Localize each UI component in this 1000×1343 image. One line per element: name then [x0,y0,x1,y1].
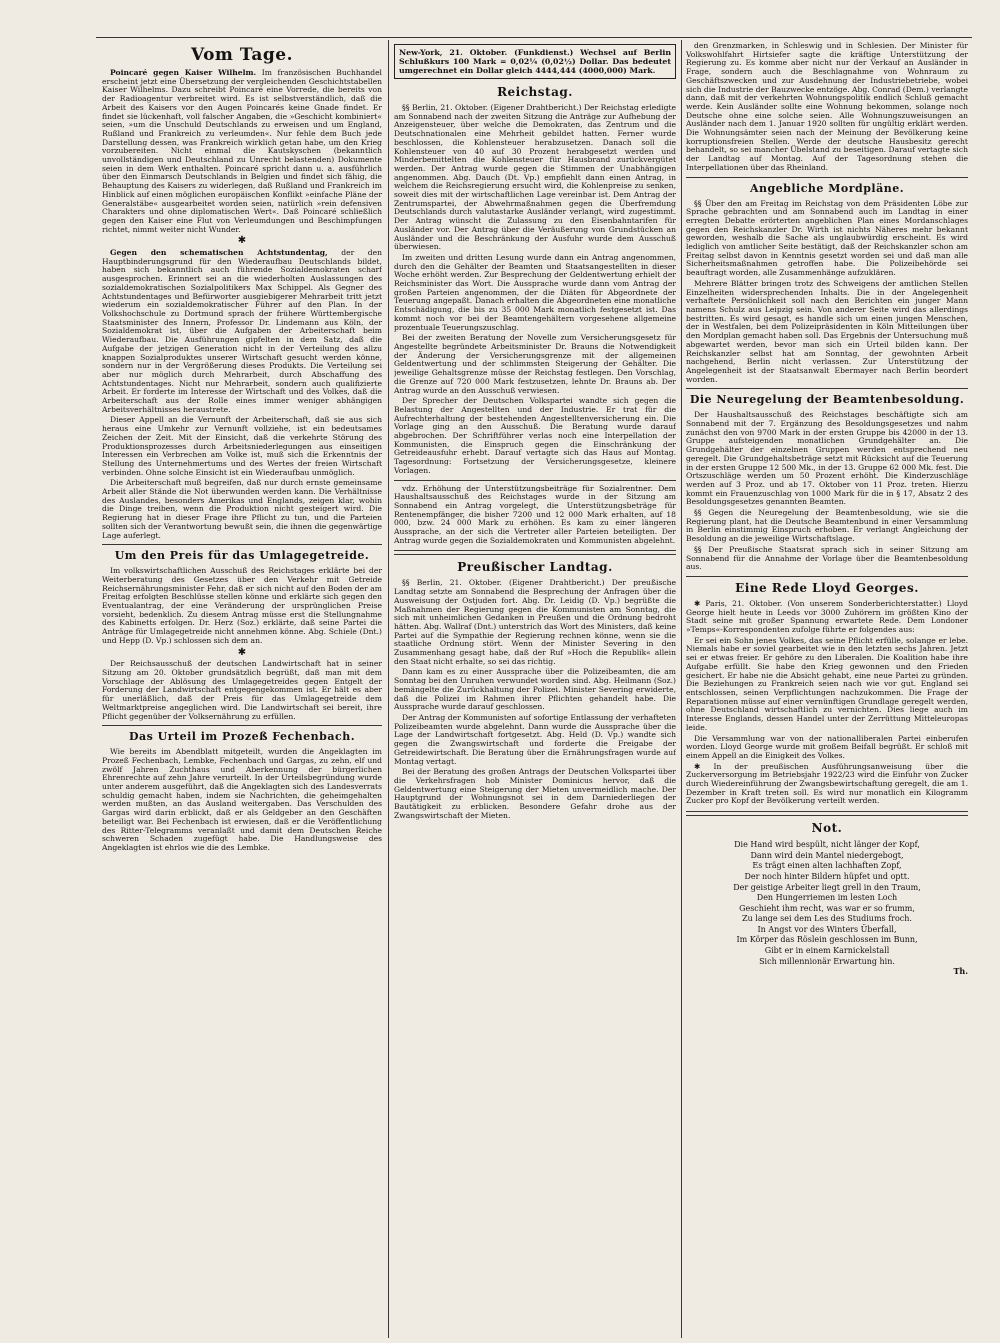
article-landwirtschaft: Der Reichsausschuß der deutschen Landwirtschaft hat in seiner Sitzung am 20. Oktober grundsätzlich begrüßt, daß man mit dem Vorschlage der Ablösung des Umlagegetreides gegen Entgelt der Forderung der Landwirtschaft entgegengekommen ist. Er hält es aber für unerläßlich, daß der Preis für das Umlagegetreide dem Weltmarktpreise angeglichen wird. Die Landwirtschaft sei bereit, ihre Pflicht gegenüber der Volksernährung zu erfüllen. [102,659,382,721]
article-lead: Gegen den schematischen Achtstundentag, [110,248,328,258]
poem [686,840,968,967]
article-paragraph: Die Versammlung war von der nationalliberalen Partei einberufen worden. Lloyd George wurde mit großem Beifall begrüßt. Er schloß mit einem Appell an die Einigkeit des Volkes. [686,733,968,760]
poem-line: Gibt er in einem Karnickelstall [764,946,890,956]
poem-line: Zu lange sei dem Les des Studiums froch. [742,914,912,924]
article-paragraph: Der Antrag der Kommunisten auf sofortige Entlassung der verhafteten Polizeibeamten wurde abgelehnt. Dann wurde die Aussprache über die Lage der Landwirtschaft fortgesetzt. Abg. Held (D. Vp.) wandte sich gegen die Zwangswirtschaft und forderte die Freigabe der Getreidewirtschaft. Die Beratung über die Ernährungsfragen wurde auf Montag vertagt. [394,713,676,766]
poem-line: Dann wird dein Mantel niedergebogt, [750,850,904,860]
article-paragraph: Dieser Appell an die Vernunft der Arbeiterschaft, daß sie aus sich heraus eine Umkehr zur Vernunft vollziehe, ist ein bedeutsames Zeichen der Zeit. Mit der Einsicht, daß die verkehrte Störung des Produktionsprozesses durch Arbeitsniederlegungen aus einseitigen Interessen ein Verbrechen am Volke ist, muß sich die Erkenntnis der Stellung des Unternehmertums und des Wertes der freien Wirtschaft verbinden. Ohne solche Einsicht ist ein Wiederaufbau unmöglich. [102,415,382,477]
article-paragraph: Der Sprecher der Deutschen Volkspartei wandte sich gegen die Belastung der Angestellten und der Industrie. Er trat für die Aufrechterhaltung der bestehenden Angestelltenversicherung ein. Die Vorlage ging an den Ausschuß. Die Beratung wurde darauf abgebrochen. Der Schriftführer verlas noch eine Interpellation der Kommunisten, die Einspruch gegen die Einschränkung der Getreideausfuhr erhebt. Darauf vertagte sich das Haus auf Montag. Tagesordnung: Fortsetzung der Versicherungsgesetze, kleinere Vorlagen. [394,396,676,475]
article-paragraph: §§ Berlin, 21. Oktober. (Eigener Drahtbericht.) Der preußische Landtag setzte am Sonnabend die Besprechung der Anfragen über die Ausweisung der Ostjuden fort. Abg. Dr. Leidig (D. Vp.) begrüßte die Maßnahmen der Regierung gegen die Kommunisten am Sonntag, die sich mit unheimlichen Gedanken in Preußen und die Ordnung bedroht hätten. Abg. Wallraf (Dnt.) unterstrich das Wort des Ministers, daß keine Partei auf die Sympathie der Regierung rechnen könne, wenn sie die staatliche Ordnung stört. Wenn der Minister Severing in den Zusammenhang gesagt habe, daß der Ruf »Hoch die Republik« allein den Staat nicht erhalte, so sei das richtig. [394,578,676,666]
article-paragraph: Bei der Beratung des großen Antrags der Deutschen Volkspartei über die Verkehrsfragen hob Minister Dominicus hervor, daß die Geldentwertung eine Steigerung der Mieten unvermeidlich mache. Der Hauptgrund der Wohnungsnot sei in dem Darniederliegen der Bautätigkeit zu erblicken. Besondere Gefahr drohe aus der Zwangswirtschaft der Mieten. [394,767,676,820]
heading-reichstag: Reichstag. [497,85,573,99]
column-rule [681,40,682,1338]
separator [686,576,968,577]
article-paragraph: ✱ Paris, 21. Oktober. (Von unserem Sonderberichterstatter.) Lloyd George hielt heute in Leeds vor 3000 Zuhörern im größten Kino der Stadt seine mit großer Spannung erwartete Rede. Dem Londoner »Temps«-Korrespondenten zufolge führte er folgendes aus: [686,598,968,635]
column-2 [394,42,676,1332]
column-3 [686,42,968,1332]
heading-umlagegetreide: Um den Preis für das Umlagegetreide. [114,549,370,563]
article-paragraph: Er sei ein Sohn jenes Volkes, das seine Pflicht erfülle, solange er lebe. Niemals habe er soviel gearbeitet wie in den letzten sechs Jahren. Jetzt sei er etwas freier. Er gehöre zu den Liberalen. Die Koalition habe ihre Aufgabe erfüllt. Sie habe den Krieg gewonnen und den Frieden gesichert. Er habe nie die Absicht gehabt, eine neue Partei zu gründen. Die Beziehungen zu Frankreich seien nach wie vor gut. England sei entschlossen, seinen Verpflichtungen nachzukommen. Die Frage der Reparationen müsse auf einer vernünftigen Grundlage geregelt werden, ohne Deutschland wirtschaftlich zu vernichten. Dies liege auch im Interesse Englands, dessen Handel unter der Zerrüttung Mitteleuropas leide. [686,635,968,732]
heading-beamtenbesoldung: Die Neuregelung der Beamtenbesoldung. [689,393,965,407]
article-lead: Poincaré gegen Kaiser Wilhelm. [110,68,257,77]
article-paragraph: §§ Gegen die Neuregelung der Beamtenbesoldung, wie sie die Regierung plant, hat die Deutsche Beamtenbund in einer Versammlung in Berlin einstimmig Einspruch erhoben. Er verlangt Angleichung der Besoldung an die jeweilige Wirtschaftslage. [686,508,968,544]
article-umlagegetreide: Im volkswirtschaftlichen Ausschuß des Reichstages erklärte bei der Weiterberatung des Gesetzes über den Verkehr mit Getreide Reichsernährungsminister Fehr, daß er sich nicht auf den Boden der am Freitag erfolgten Beschlüsse stellen könne und erklärte sich gegen den Eventualantrag, der eine Veränderung der ursprünglichen Preise vorsieht, bedenklich. Zu diesem Antrag müsse erst die Stellungnahme des Kabinetts erfolgen. Dr. Herz (Soz.) erklärte, daß seine Partei die Anträge für Umlagegetreide nicht annehmen könne. Abg. Schiele (Dnt.) und Hepp (D. Vp.) schlossen sich dem an. [102,566,382,645]
double-separator [686,811,968,816]
poem-line: Sich millennionär Erwartung hin. [759,956,895,966]
article-paragraph: §§ Berlin, 21. Oktober. (Eigener Drahtbericht.) Der Reichstag erledigte am Sonnabend nach der zweiten Sitzung die Anträge zur Aufhebung der Anzeigensteuer, über welche die Demokraten, das Zentrum und die Deutschnationalen eine Mehrheit gebildet hatten. Ferner wurde beschlossen, die Kohlensteuer herabzusetzen. Danach soll die Kohlensteuer von 40 auf 30 Prozent herabgesetzt werden und Minderbemittelten die Kohlensteuer für Hausbrand zurückvergütet werden. Der Antrag wurde gegen die Stimmen der Unabhängigen angenommen. Abg. Dauch (Dt. Vp.) empfiehlt dann einen Antrag, in welchem die Reichsregierung ersucht wird, die Kohlenpreise zu senken, soweit dies mit der wirtschaftlichen Lage vereinbar ist. Dem Antrag der Zentrumspartei, der Abwehrmaßnahmen gegen die Überfremdung Deutschlands durch valutastarke Ausländer verlangt, wird zugestimmt. Der Antrag wünscht die Zulassung zu den Eisenbahntarifen für Ausländer vor. Der Antrag über die Veräußerung von Grundstücken an Ausländer und die Beschränkung der Ausfuhr wurde dem Ausschuß überwiesen. [394,103,676,252]
heading-fechenbach: Das Urteil im Prozeß Fechenbach. [128,730,356,744]
poem-line: Die Hand wird bespült, nicht länger der Kopf, [734,840,920,850]
heading-lloyd-george: Eine Rede Lloyd Georges. [735,580,919,595]
article-paragraph: Dann kam es zu einer Aussprache über die Polizeibeamten, die am Sonntag bei den Unruhen verwundet worden sind. Abg. Heilmann (Soz.) bemängelte die Zurückhaltung der Polizei. Minister Severing erwiderte, daß die Polizei im Rahmen ihrer Pflichten gehandelt habe. Die Aussprache wurde darauf geschlossen. [394,667,676,712]
separator [686,388,968,389]
star-separator: ✱ [237,646,247,658]
article-paragraph: Mehrere Blätter bringen trotz des Schweigens der amtlichen Stellen Einzelheiten widersprechenden Inhalts. Die in der Angelegenheit verhaftete Persönlichkeit soll nach den Berichten ein junger Mann namens Schulz aus Leipzig sein. Von anderer Seite wird das allerdings bestritten. Es wird gesagt, es handle sich um einen jungen Menschen, der in Westfalen, bei dem Polizeipräsidenten in Köln Mitteilungen über den Mordplan gemacht haben soll. Das Ergebnis der Untersuchung muß abgewartet werden, bevor man sich ein Urteil bilden kann. Der Reichskanzler selbst hat am Sonntag, der gewohnten Arbeit nachgehend, Berlin nicht verlassen. Zur Unterstützung der Angelegenheit ist der Staatsanwalt Ebermayer nach Berlin beordert worden. [686,278,968,384]
article-sozialrentner: vdz. Erhöhung der Unterstützungsbeiträge für Sozialrentner. Dem Haushaltsausschuß des Reichstages wurde in der Sitzung am Sonnabend ein Antrag vorgelegt, die Unterstützungsbeträge für Rentenempfänger, die bisher 7200 und 12 000 Mark erhalten, auf 18 000, bzw. 24 000 Mark zu erhöhen. Es kam zu einer längeren Aussprache, an der sich die Vertreter aller Parteien beteiligten. Der Antrag wurde gegen die Sozialdemokraten und Kommunisten abgelehnt. [394,483,676,545]
separator [394,480,676,481]
article-poincare [102,69,382,234]
article-text: der den Hauptbinderungsgrund für den Wiederaufbau Deutschlands bildet, haben sich bekanntlich auch führende Sozialdemokraten scharf ausgesprochen. Erinnert sei an die wiederholten Auslassungen des sozialdemokratischen Sozialpolitikers Max Schippel. Als Gegner des Achtstundentages und Befürworter ausgiebigerer Mehrarbeit tritt jetzt wiederum ein sozialdemokratischer Führer auf den Plan. In der Volkshochschule zu Dortmund sprach der frühere Württembergische Staatsminister des Innern, Professor Dr. Lindemann aus Köln, der Sozialdemokrat ist, über die Aufgaben der Arbeiterschaft beim Wiederaufbau. Die Ausführungen gipfelten in dem Satz, daß die Aufgabe der jetzigen Generation nicht in der Verteilung des allzu knappen Sozialproduktes unserer Wirtschaft gesucht werden könne, sondern nur in der Vergrößerung dieses Produkts. Die Verteilung sei aber nur möglich durch Mehrarbeit, durch Abschaffung des Achtstundentages. Nicht nur Mehrarbeit, sondern auch qualifizierte Arbeit. Er forderte im Interesse der Wirtschaft und des Volkes, daß die Arbeiterschaft aus der Rolle eines immer weniger abhängigen Arbeitsverhältnisses heraustrete. [102,248,382,414]
poem-line: Geschieht ihm recht, was war er so frumm, [739,903,915,913]
article-paragraph: Die Arbeiterschaft muß begreifen, daß nur durch ernste gemeinsame Arbeit aller Stände die Not überwunden werden kann. Die Verhältnisse des Auslandes, besonders Amerikas und Englands, zeigen klar, wohin die Dinge treiben, wenn die Produktion nicht gesteigert wird. Die Regierung hat in dieser Frage ihre Pflicht zu tun, und die Parteien sollten sich der Verantwortung bewußt sein, die ihnen die gegenwärtige Lage auferlegt. [102,478,382,540]
separator [102,725,382,726]
separator [686,177,968,178]
poem-line: Es trägt einen alten lachhaften Zopf, [752,861,902,871]
column-1 [102,42,382,1332]
star-separator: ✱ [237,235,247,247]
column-rule [388,40,389,1338]
article-paragraph: Im zweiten und dritten Lesung wurde dann ein Antrag angenommen, durch den die Gehälter der Beamten und Staatsangestellten in dieser Woche erhöht werden. Zur Besprechung der Geldentwertung erhielt der Reichsminister das Wort. Die Aussprache wurde dann vom Antrag der großen Parteien angenommen, der die Diäten für Abgeordnete der Teuerung angepaßt. Danach erhalten die Abgeordneten eine monatliche Entschädigung, die bis zu 35 000 Mark monatlich festgesetzt ist. Das kommt noch vor bei der Beamtengehältern vorgesehene allgemeine prozentuale Teuerungszuschlag. [394,252,676,332]
article-paragraph: §§ Über den am Freitag im Reichstag von dem Präsidenten Löbe zur Sprache gebrachten und am Sonnabend auch im Landtag in einer erregten Debatte erörterten angeblichen Plan eines Mordanschlages gegen den Reichskanzler Dr. Wirth ist nichts Näheres mehr bekannt geworden, weshalb die Sache als unglaubwürdig erscheint. Es wird lediglich von amtlicher Seite bestätigt, daß der Reichskanzler schon am Freitag selbst davon in Kenntnis gesetzt worden sei und daß man alle Sicherheitsmaßnahmen getroffen habe. Die Polizeibehörde sei beauftragt worden, alle Zusammenhänge aufzuklären. [686,198,968,278]
article-paragraph: Bei der zweiten Beratung der Novelle zum Versicherungsgesetz für Angestellte begründete Arbeitsminister Dr. Brauns die Notwendigkeit der Änderung der Versicherungsgrenze mit der allgemeinen Geldentwertung und der schlimmsten Steigerung der Gehälter. Die jeweilige Gehaltsgrenze müsse der Reichstag festlegen. Den Vorschlag, die Grenze auf 720 000 Mark festzusetzen, lehnte Dr. Brauns ab. Der Antrag wurde an den Ausschuß verwiesen. [394,333,676,395]
heading-mordplaene: Angebliche Mordpläne. [749,181,905,195]
article-fechenbach: Wie bereits im Abendblatt mitgeteilt, wurden die Angeklagten im Prozeß Fechenbach, Lembke, Fechenbach und Gargas, zu zehn, elf und zwölf Jahren Zuchthaus und Aberkennung der bürgerlichen Ehrenrechte auf zehn Jahre verurteilt. In der Urteilsbegründung wurde unter anderem ausgeführt, daß die Angeklagten sich des Landesverrats schuldig gemacht haben, indem sie Nachrichten, die geheimgehalten werden mußten, an das Ausland weitergaben. Das Verschulden des Gargas wird darin erblickt, daß er als Geldgeber an den Geschäften beteiligt war. Bei Fechenbach ist erwiesen, daß er die Veröffentlichung des Ritter-Telegramms veranlaßt und damit dem Deutschen Reiche schweren Schaden zugefügt habe. Die Handlungsweise des Angeklagten ist ehrlos wie die des Lembke. [102,747,382,852]
section-heading-vom-tage: Vom Tage. [190,45,294,65]
poem-signature: Th. [953,966,968,977]
heading-preussischer-landtag: Preußischer Landtag. [457,560,613,575]
top-rule [96,37,972,38]
article-paragraph: ✱ In der preußischen Ausführungsanweisung über die Zuckerversorgung im Betriebsjahr 1922/23 wird die Einfuhr von Zucker durch Wiedereinführung der Zwangsbewirtschaftung geregelt, die am 1. Dezember in Kraft treten soll. Es wird nur monatlich ein Kilogramm Zucker pro Kopf der Bevölkerung verteilt werden. [686,761,968,806]
poem-title: Not. [811,821,843,836]
dollar-exchange-box: New-York, 21. Oktober. (Funkdienst.) Wechsel auf Berlin Schlußkurs 100 Mark = 0,02¼ (0,02½) Dollar. Das bedeutet umgerechnet ein Dollar gleich 4444,444 (4000,000) Mark. [394,44,676,79]
poem-line: Im Körper das Röslein geschlossen im Bunn, [736,935,918,945]
article-achtstundentag [102,249,382,414]
poem-line: Den Hungerriemen im lesten Loch [756,893,898,903]
double-separator [394,550,676,555]
article-paragraph: Der Haushaltsausschuß des Reichstages beschäftigte sich am Sonnabend mit der 7. Ergänzung des Besoldungsgesetzes und nahm zunächst den von 9700 Mark in der ersten Gruppe bis 42000 in der 13. Gruppe aufsteigenden monatlichen Grundgehälter an. Die Grundgehälter der einzelnen Gruppen werden entsprechend neu geregelt. Die Grundgehaltsbeträge setzt mit Rücksicht auf die Teuerung in der ersten Gruppe 12 500 Mk., in der 13. Gruppe 62 000 Mk. fest. Die Ortszuschläge werden um 50 Prozent erhöht. Die Kinderzuschläge werden auf 3 Proz. und ab 17. Oktober von 11 Proz. treten. Hierzu kommt ein Frauenzuschlag von 1000 Mark für die in § 17, Absatz 2 des Besoldungsgesetzes genannten Beamten. [686,410,968,507]
poem-line: In Angst vor des Winters Überfall, [757,924,897,934]
poem-line: Der noch hinter Bildern hüpfet und optt. [744,871,910,881]
article-text: Im französischen Buchhandel erscheint jetzt eine Übersetzung der vergleichenden Geschichtstabellen Kaiser Wilhelms. Dazu schreibt Poincaré eine Vorrede, die bereits von der Radioagentur verbreitet wird. Es ist selbstverständlich, daß die Arbeit des Kaisers vor den Augen Poincarés keine Gnade findet. Er findet sie lückenhaft, voll falscher Angaben, die »Geschicht kombiniert« seien, »um die Unschuld Deutschlands zu erweisen und um England, Rußland und Frankreich zu verleumden«. Nur fehle dem Buch jede Darstellung dessen, was Frankreich wirklich getan habe, um den Krieg vorzubereiten. Nicht einmal die Kautskyschen (bekanntlich unvollständigen und Deutschland zu Unrecht belastenden) Dokumente seien in dem Werk enthalten. Poincaré spricht dann u. a. ausführlich über den Einmarsch Deutschlands in Belgien und findet sich fähig, die Behauptung des Kaisers zu widerlegen, daß Rußland und Frankreich im Hinblick auf einen möglichen europäischen Konflikt »einfache Pläne der Generalstäbe« ausgearbeitet worden seien, natürlich »rein defensiven Charakters und ohne diplomatischen Wert«. Daß Poincaré schließlich gegen den Kaiser eine Flut von Verleumdungen und Beschimpfungen richtet, nimmt weiter nicht Wunder. [102,68,382,234]
poem-line: Der geistige Arbeiter liegt grell in den Traum, [733,882,921,892]
separator [102,544,382,545]
article-continuation: den Grenzmarken, in Schleswig und in Schlesien. Der Minister für Volkswohlfahrt Hirtsiefer sagte die kräftige Unterstützung der Regierung zu. Es komme aber nicht nur der Verkauf an Ausländer in Frage, sondern auch die Beschlagnahme von Wohnraum zu Geschäftszwecken und zur Ausdehnung der Industriebetriebe, wobei sich die Industrie der Bauzwecke entzöge. Abg. Conrad (Dem.) verlangte dann, daß mit der verkehrten Wohnungspolitik endlich Schluß gemacht werde. Kein Ausländer sollte eine Wohnung bekommen, solange noch Deutsche ohne eine solche seien. Alle Wohnungszuweisungen an Ausländer nach dem 1. Januar 1920 sollten für ungültig erklärt werden. Die Wohnungsämter seien nach der Meinung der Bevölkerung keine korruptionsfreien Stellen. Werde der deutsche Hausbesitz gerecht behandelt, so sei mancher Übelstand zu beseitigen. Darauf vertagte sich der Landtag auf Montag. Auf der Tagesordnung stehen die Interpellationen über das Rheinland. [686,42,968,172]
article-paragraph: §§ Der Preußische Staatsrat sprach sich in seiner Sitzung am Sonnabend für die Annahme der Vorlage über die Beamtenbesoldung aus. [686,544,968,572]
